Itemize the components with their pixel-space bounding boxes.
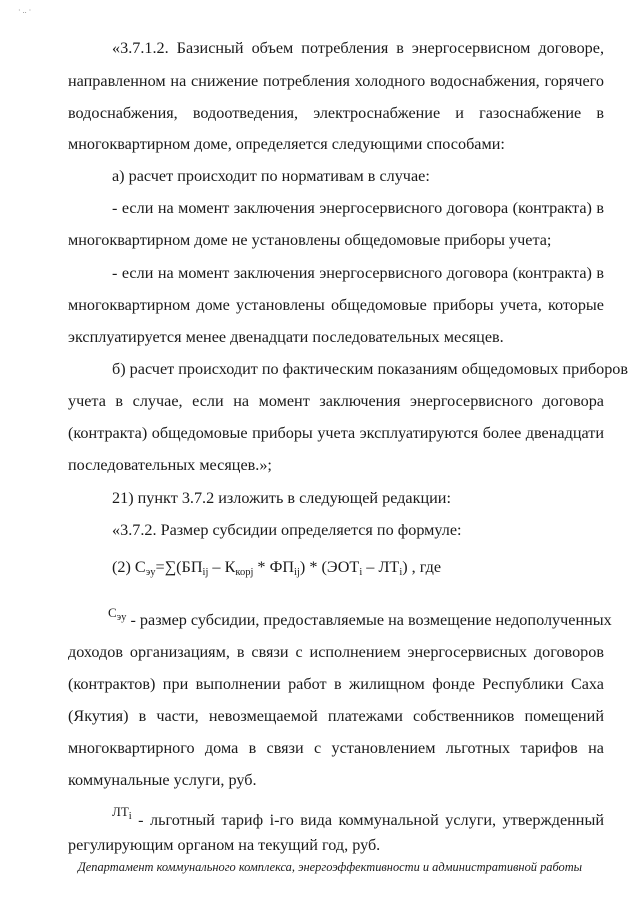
paragraph-6-line-1: 21) пункт 3.7.2 изложить в следующей редакции:	[112, 489, 451, 507]
paragraph-3-line-1: - если на момент заключения энергосервисного договора (контракта) в	[112, 199, 604, 217]
page-footer: Департамент коммунального комплекса, энергоэффективности и административной работы	[77, 860, 583, 874]
paragraph-1-line-4: многоквартирном доме, определяется следующими способами:	[68, 135, 505, 153]
paragraph-5-line-4: последовательных месяцев.»;	[68, 456, 272, 474]
definition-1-line-4: (Якутия) в части, невозмещаемой платежами собственников помещений	[68, 707, 604, 725]
formula-2-sub-d: ij	[294, 567, 300, 578]
definition-2-line-2: регулирующим органом на текущий год, руб.	[68, 836, 381, 854]
paragraph-1-line-1: «3.7.1.2. Базисный объем потребления в энергосервисном договоре,	[112, 39, 604, 57]
paragraph-5-line-2: учета в случае, если на момент заключения энергосервисного договора	[68, 392, 604, 410]
paragraph-7-line-1: «3.7.2. Размер субсидии определяется по формуле:	[112, 521, 462, 539]
definition-2-symbol: ЛТi	[112, 804, 132, 822]
definition-1-line-5: многоквартирного дома в связи с установлением льготных тарифов на	[68, 739, 604, 757]
formula-2-part-c: – К	[208, 558, 236, 576]
definition-1-line-1	[0, 605, 640, 636]
definition-1-line-2: доходов организациям, в связи с исполнением энергосервисных договоров	[68, 643, 604, 661]
definition-1-symbol: Сэу	[108, 605, 127, 623]
formula-2-part-a: (2) С	[112, 558, 146, 576]
formula-2-part-b: =∑(БП	[155, 558, 203, 576]
paragraph-1-line-2: направленном на снижение потребления холодного водоснабжения, горячего	[68, 72, 604, 90]
paragraph-1-line-3: водоснабжения, водоотведения, электроснабжение и газоснабжение в	[68, 104, 604, 122]
paragraph-5-line-3: (контракта) общедомовые приборы учета эксплуатируются более двенадцати	[68, 424, 604, 442]
formula-2-sub-f: i	[399, 567, 403, 578]
definition-1-line-6: коммунальные услуги, руб.	[68, 771, 257, 789]
formula-2	[0, 557, 640, 583]
paragraph-5-line-1: б) расчет происходит по фактическим показаниям общедомовых приборов	[112, 360, 629, 378]
formula-2-sub-e: i	[359, 567, 363, 578]
formula-2-sub-a: эу	[145, 567, 156, 578]
definition-1-text: - размер субсидии, предоставляемые на возмещение недополученных	[126, 611, 612, 629]
paragraph-3-line-2: многоквартирном доме не установлены общедомовые приборы учета;	[68, 231, 552, 249]
definition-2-text: - льготный тариф i-го вида коммунальной услуги, утвержденный	[131, 811, 604, 829]
formula-2-part-e: ) * (ЭОТ	[299, 558, 360, 576]
formula-2-part-g: ) , где	[402, 558, 442, 576]
paragraph-4-line-2: многоквартирном доме установлены общедомовые приборы учета, которые	[68, 296, 604, 314]
paragraph-4-line-1: - если на момент заключения энергосервисного договора (контракта) в	[112, 264, 604, 282]
definition-1-line-3: (контрактов) при выполнении работ в жилищном фонде Республики Саха	[68, 675, 604, 693]
formula-2-sub-b: ij	[202, 567, 209, 578]
paragraph-4-line-3: эксплуатируется менее двенадцати последовательных месяцев.	[68, 328, 504, 346]
definition-2-line-1	[0, 804, 640, 836]
paragraph-2-line-1: а) расчет происходит по нормативам в случае:	[112, 167, 430, 185]
formula-2-sub-c: корj	[235, 567, 254, 578]
formula-2-part-d: * ФП	[253, 558, 295, 576]
scan-mark: · .. ·	[18, 6, 32, 15]
formula-2-part-f: – ЛТ	[362, 558, 400, 576]
